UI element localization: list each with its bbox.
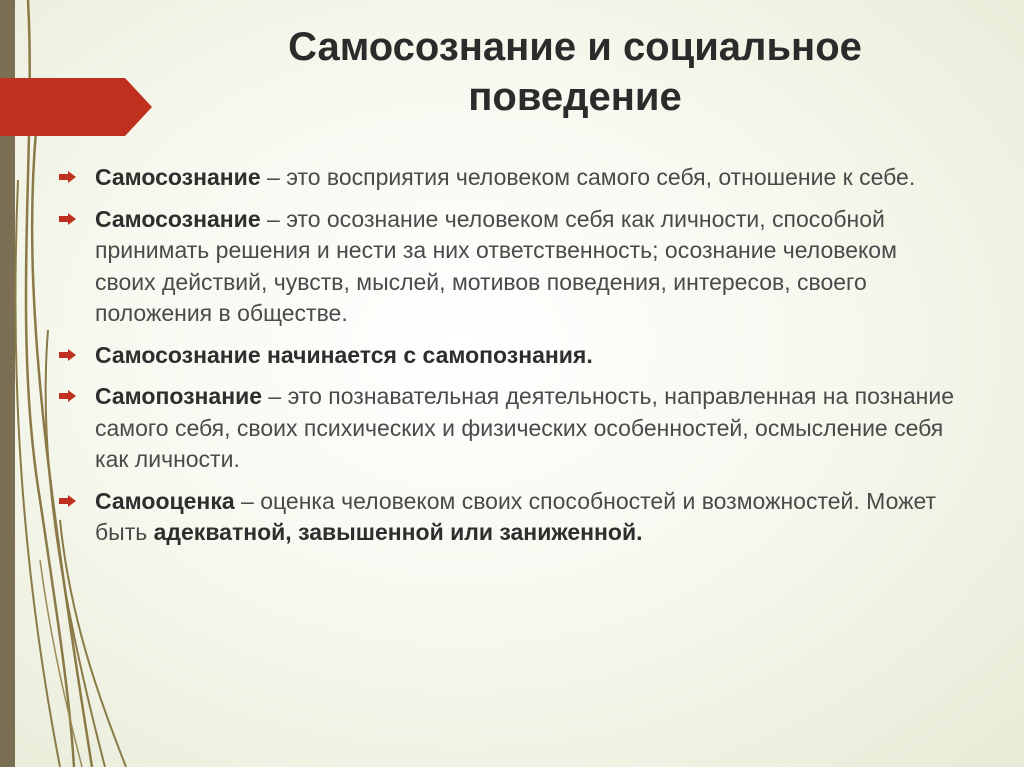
list-item [55, 340, 955, 372]
item-term: Самосознание [95, 205, 261, 232]
item-text: – это осознание человеком себя как личности, способной принимать решения и нести за них ответственность; осознание человеком своих действий, чувств, мыслей, мотивов поведения, интересов, своего положения в обществе. [95, 205, 897, 326]
bullet-list [55, 162, 955, 559]
item-term: Самооценка [95, 487, 235, 514]
arrow-bullet-icon [59, 213, 77, 225]
item-text: – оценка человеком своих способностей и возможностей. Может быть [95, 487, 937, 545]
arrow-bullet-icon [59, 349, 77, 361]
item-term: Самосознание [95, 164, 261, 190]
item-term: Самопознание [95, 383, 263, 409]
arrow-bullet-icon [59, 171, 77, 183]
item-text: – это восприятия человеком самого себя, отношение к себе. [260, 164, 916, 190]
item-text: – это познавательная деятельность, направленная на познание самого себя, своих психических и физических особенностей, осмысление себя как личности. [95, 383, 954, 472]
list-item [55, 204, 955, 330]
list-item [55, 381, 955, 476]
title-accent-tab [0, 78, 155, 136]
arrow-bullet-icon [59, 390, 77, 402]
list-item [55, 162, 955, 194]
list-item [55, 486, 955, 549]
arrow-bullet-icon [59, 495, 77, 507]
slide-title: Самосознание и социальное поведение [288, 25, 862, 119]
item-term: Самосознание начинается с самопознания. [95, 341, 593, 368]
item-term-emphasis: адекватной, завышенной или заниженной. [153, 519, 643, 545]
